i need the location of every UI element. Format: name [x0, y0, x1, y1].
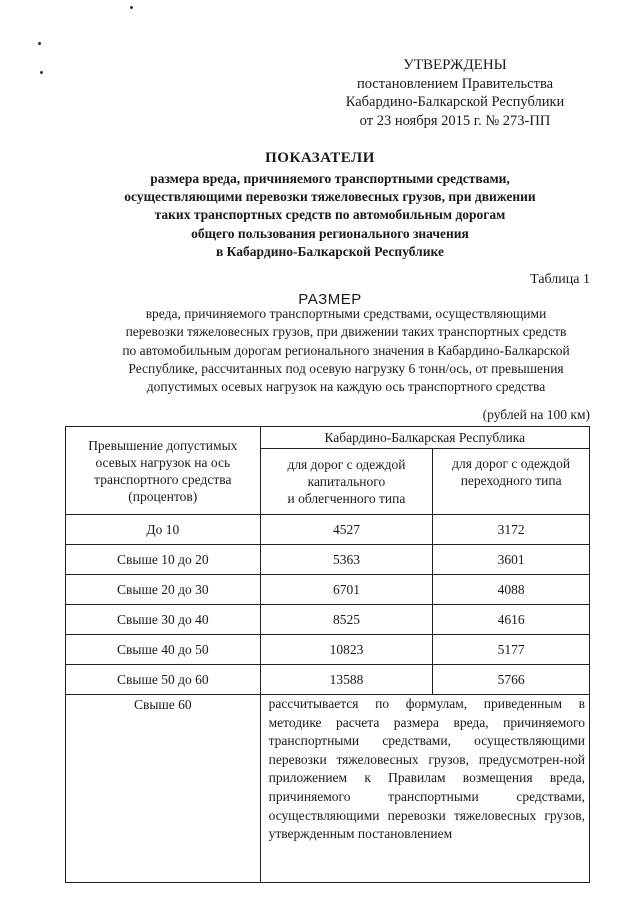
header-line: переходного типа — [460, 473, 562, 488]
units-label: (рублей на 100 км) — [482, 407, 590, 422]
capital-value: 8525 — [260, 605, 433, 635]
row-label: Свыше 50 до 60 — [66, 665, 261, 695]
approved-heading: УТВЕРЖДЕНЫ — [403, 57, 507, 73]
subtitle-line: таких транспортных средств по автомобильным дорогам — [154, 207, 506, 223]
row-label: Свыше 10 до 20 — [66, 545, 261, 575]
calculation-note: рассчитывается по формулам, приведенным в методике расчета размера вреда, причиняемого транспортными средствами, осуществляющими перевозки тяжеловесных грузов, предусмотрен-ной приложением к Правилам возмещения вреда, причиняемого транспортными средствами, осуществляющими перевозки тяжеловесных грузов, утвержденным постановлением — [260, 695, 589, 883]
transitional-value: 3601 — [433, 545, 590, 575]
header-axle-overload — [66, 427, 261, 515]
header-line: транспортного средства — [94, 471, 232, 487]
approved-line: постановлением Правительства — [356, 75, 554, 92]
razmer-heading: РАЗМЕР — [298, 291, 362, 308]
document-subtitle — [80, 170, 580, 261]
table-row — [66, 605, 590, 635]
approval-block — [330, 56, 580, 130]
header-line: осевых нагрузок на ось — [95, 454, 231, 470]
header-transitional-roads — [433, 449, 590, 515]
scan-speck — [40, 71, 43, 74]
capital-value: 6701 — [260, 575, 433, 605]
table-row — [66, 545, 590, 575]
header-region: Кабардино-Балкарская Республика — [260, 427, 589, 449]
header-line: и облегченного типа — [287, 491, 406, 506]
header-line: для дорог с одеждой — [452, 456, 571, 471]
subtitle-line: размера вреда, причиняемого транспортными средствами, — [150, 171, 510, 186]
transitional-value: 4088 — [433, 575, 590, 605]
document-title: ПОКАЗАТЕЛИ — [265, 150, 375, 166]
description-line: по автомобильным дорогам регионального значения в Кабардино-Балкарской — [122, 342, 570, 358]
transitional-value: 3172 — [433, 515, 590, 545]
scan-speck — [130, 6, 133, 9]
header-capital-roads — [260, 449, 433, 515]
header-line: Превышение допустимых — [88, 437, 238, 453]
transitional-value: 4616 — [433, 605, 590, 635]
row-label: До 10 — [66, 515, 261, 545]
transitional-value: 5177 — [433, 635, 590, 665]
capital-value: 4527 — [260, 515, 433, 545]
subtitle-line: общего пользования регионального значения — [191, 225, 469, 241]
table-row — [66, 665, 590, 695]
description-line: допустимых осевых нагрузок на каждую ось транспортного средства — [146, 379, 546, 395]
subtitle-line: осуществляющими перевозки тяжеловесных грузов, при движении — [124, 189, 536, 205]
row-label: Свыше 20 до 30 — [66, 575, 261, 605]
capital-value: 13588 — [260, 665, 433, 695]
table-row — [66, 575, 590, 605]
header-line: для дорог с одеждой — [287, 457, 406, 472]
row-label: Свыше 30 до 40 — [66, 605, 261, 635]
description-line: вреда, причиняемого транспортными средствами, осуществляющими — [145, 306, 547, 321]
transitional-value: 5766 — [433, 665, 590, 695]
description-line: Республике, рассчитанных под осевую нагрузку 6 тонн/ось, от превышения — [128, 360, 564, 376]
subtitle-line: в Кабардино-Балкарской Республике — [216, 243, 444, 259]
header-line: капитального — [307, 474, 386, 489]
table-row — [66, 635, 590, 665]
damage-table — [65, 426, 590, 883]
approved-line: от 23 ноября 2015 г. № 273-ПП — [359, 112, 551, 129]
header-line: (процентов) — [128, 488, 198, 504]
table-row — [66, 515, 590, 545]
scan-speck — [38, 42, 41, 45]
table-row-over-60 — [66, 695, 590, 883]
row-label: Свыше 40 до 50 — [66, 635, 261, 665]
capital-value: 10823 — [260, 635, 433, 665]
description-line: перевозки тяжеловесных грузов, при движении таких транспортных средств — [125, 324, 567, 340]
approved-line: Кабардино-Балкарской Республики — [345, 94, 565, 110]
table-label: Таблица 1 — [530, 272, 590, 287]
table-description — [86, 305, 606, 396]
capital-value: 5363 — [260, 545, 433, 575]
row-label: Свыше 60 — [66, 695, 261, 883]
